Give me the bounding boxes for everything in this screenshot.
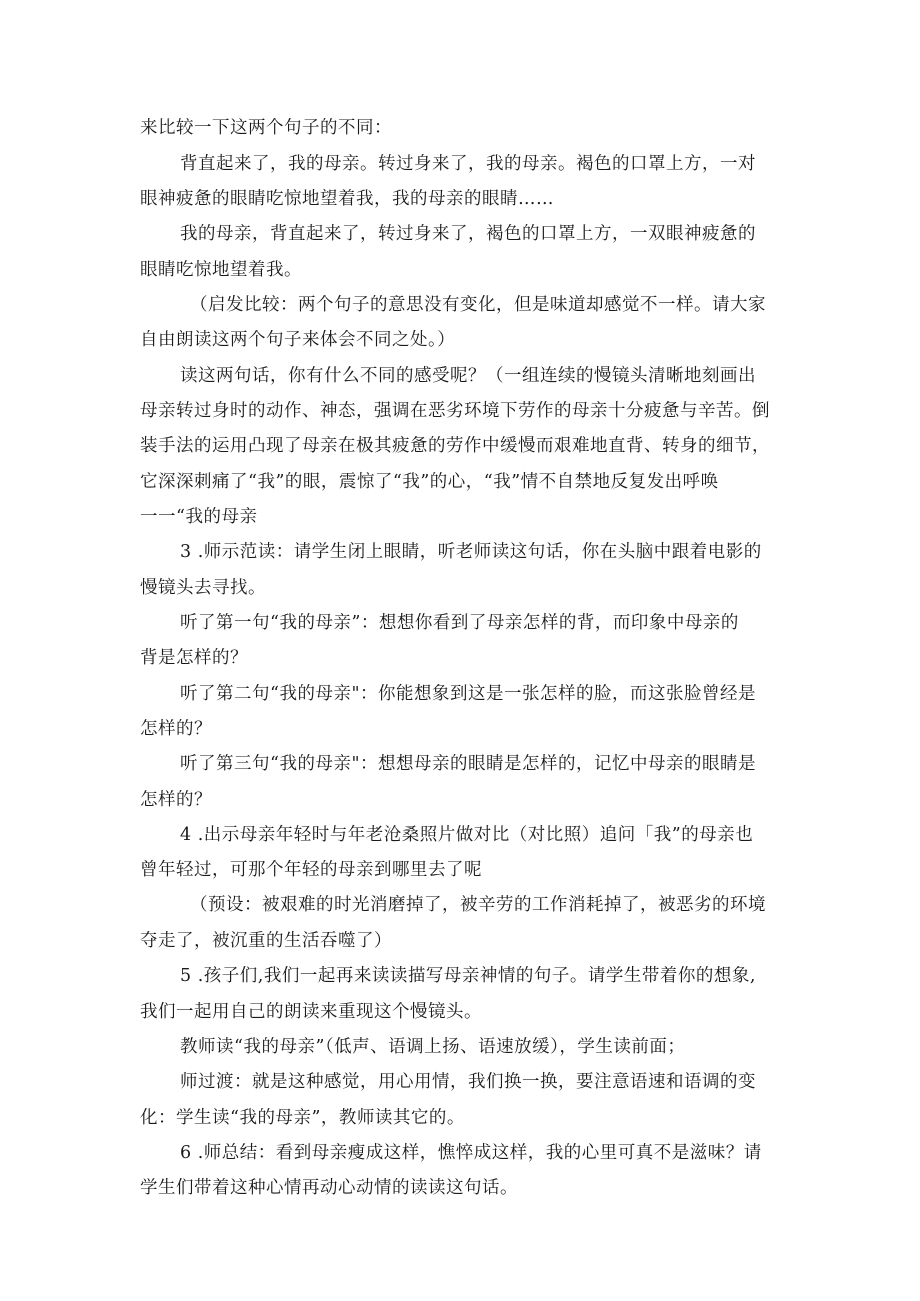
text-line: 听了第二句“我的母亲"：你能想象到这是一张怎样的脸，而这张脸曾经是 xyxy=(180,684,756,704)
text-line: 自由朗读这两个句子来体会不同之处。） xyxy=(140,330,456,350)
text-line: 化：学生读“我的母亲”，教师读其它的。 xyxy=(140,1108,465,1128)
text-line: 来比较一下这两个句子的不同： xyxy=(140,118,392,138)
text-line: 6 .师总结：看到母亲瘦成这样，憔悴成这样，我的心里可真不是滋味？请 xyxy=(180,1143,762,1163)
text-line: 3 .师示范读：请学生闭上眼睛，听老师读这句话，你在头脑中跟着电影的 xyxy=(180,542,762,562)
text-line: 眼神疲惫的眼睛吃惊地望着我，我的母亲的眼睛…… xyxy=(140,189,554,209)
text-line: （预设：被艰难的时光消磨掉了，被辛劳的工作消耗掉了，被恶劣的环境 xyxy=(190,895,766,915)
text-line: 母亲转过身时的动作、神态，强调在恶劣环境下劳作的母亲十分疲惫与辛苦。倒 xyxy=(140,401,770,421)
text-line: 背是怎样的？ xyxy=(140,648,248,668)
text-line: 读这两句话，你有什么不同的感受呢？（一组连续的慢镜头清晰地刻画出 xyxy=(180,366,756,386)
text-line: 曾年轻过，可那个年轻的母亲到哪里去了呢 xyxy=(140,860,482,880)
text-line: 背直起来了，我的母亲。转过身来了，我的母亲。褐色的口罩上方，一对 xyxy=(180,154,756,174)
text-line: 它深深刺痛了“我”的眼，震惊了“我”的心，“我”情不自禁地反复发出呼唤 xyxy=(140,472,719,492)
text-line: （启发比较：两个句子的意思没有变化，但是味道却感觉不一样。请大家 xyxy=(190,295,766,315)
text-line: 听了第一句“我的母亲”：想想你看到了母亲怎样的背，而印象中母亲的 xyxy=(180,613,739,633)
text-line: 装手法的运用凸现了母亲在极其疲惫的劳作中缓慢而艰难地直背、转身的细节， xyxy=(140,436,770,456)
text-line: 一一“我的母亲 xyxy=(140,507,258,527)
text-line: 慢镜头去寻找。 xyxy=(140,578,266,598)
text-line: 怎样的？ xyxy=(140,790,212,810)
text-line: 我们一起用自己的朗读来重现这个慢镜头。 xyxy=(140,1002,482,1022)
text-line: 师过渡：就是这种感觉，用心用情，我们换一换，要注意语速和语调的变 xyxy=(180,1072,756,1092)
text-line: 听了第三句“我的母亲"：想想母亲的眼睛是怎样的，记忆中母亲的眼睛是 xyxy=(180,754,756,774)
text-line: 怎样的？ xyxy=(140,719,212,739)
text-line: 5 .孩子们,我们一起再来读读描写母亲神情的句子。请学生带着你的想象, xyxy=(180,966,756,986)
text-line: 教师读“我的母亲”（低声、语调上扬、语速放缓），学生读前面； xyxy=(180,1037,686,1057)
text-line: 我的母亲，背直起来了，转过身来了，褐色的口罩上方，一双眼神疲惫的 xyxy=(180,224,756,244)
text-line: 4 .出示母亲年轻时与年老沧桑照片做对比（对比照）追问「我”的母亲也 xyxy=(180,825,754,845)
text-line: 眼睛吃惊地望着我。 xyxy=(140,260,302,280)
text-line: 夺走了，被沉重的生活吞噬了） xyxy=(140,931,392,951)
text-line: 学生们带着这种心情再动心动情的读读这句话。 xyxy=(140,1178,518,1198)
